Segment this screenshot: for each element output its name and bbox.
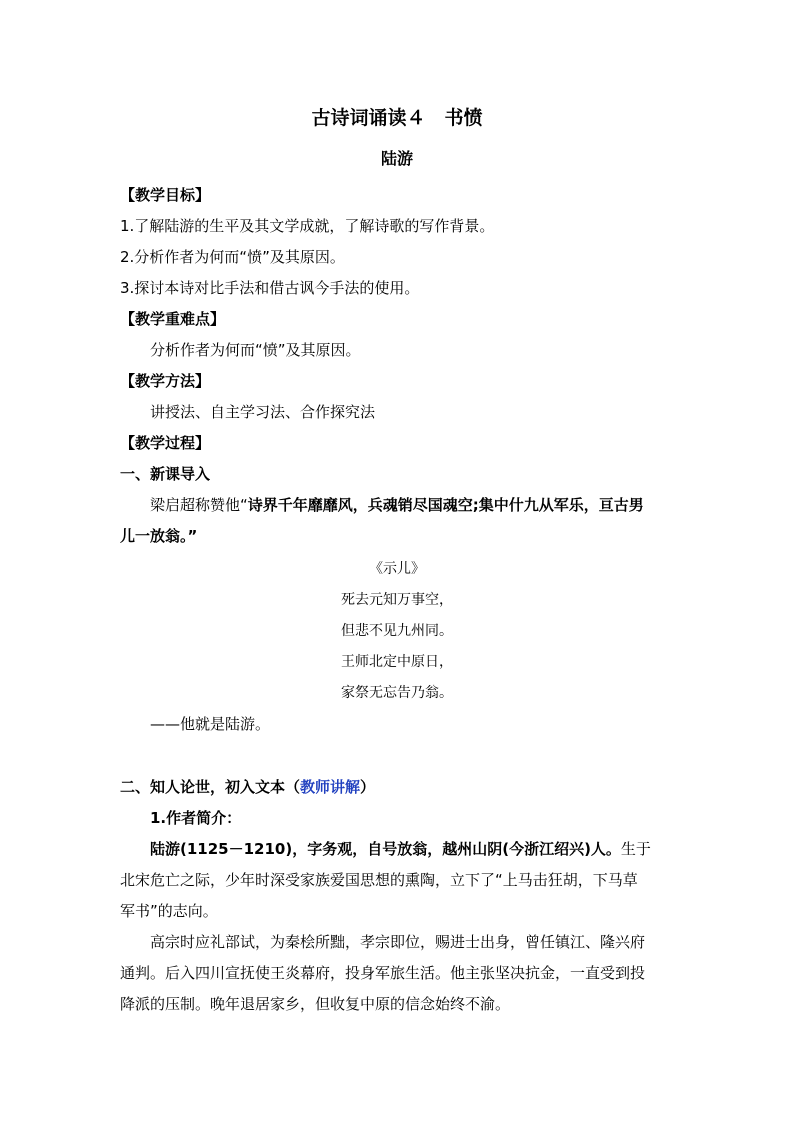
author-paragraph-2-line: 高宗时应礼部试，为秦桧所黜，孝宗即位，赐进士出身，曾任镇江、隆兴府 [150,933,646,951]
intro-quote: 诗界千年靡靡风，兵魂销尽国魂空;集中什九从军乐，亘古男 [247,496,644,514]
author-intro-heading: 1.作者简介： [150,809,242,827]
poem-line: 王师北定中原日， [341,654,453,670]
intro-closing: ——他就是陆游。 [150,715,271,733]
key-points-heading: 【教学重难点】 [120,310,226,328]
methods-text: 讲授法、自主学习法、合作探究法 [150,403,376,421]
part2-heading-close: ） [360,778,376,796]
intro-paragraph [150,495,644,515]
objectives-heading: 【教学目标】 [120,186,211,204]
author-paragraph-1-line: 北宋危亡之际，少年时深受家族爱国思想的熏陶，立下了“上马击狂胡，下马草 [120,871,638,889]
author-name: 陆游 [380,149,413,168]
part2-heading-main: 二、知人论世，初入文本（ [120,778,301,796]
objective-item: 2.分析作者为何而“愤”及其原因。 [120,248,345,266]
objective-item: 3.探讨本诗对比手法和借古讽今手法的使用。 [120,279,420,297]
objective-item: 1.了解陆游的生平及其文学成就，了解诗歌的写作背景。 [120,217,495,235]
part1-heading: 一、新课导入 [120,465,211,483]
poem-line: 死去元知万事空， [341,592,453,608]
author-paragraph-1-rest: 生于 [620,840,651,858]
author-paragraph-2-line: 通判。后入四川宣抚使王炎幕府，投身军旅生活。他主张坚决抗金，一直受到投 [120,964,646,982]
page-title: 古诗词诵读４ 书愤 [311,107,483,129]
intro-quote-continued: 儿一放翁。” [120,527,198,545]
poem-line: 家祭无忘告乃翁。 [341,685,453,701]
part2-heading-note: 教师讲解 [300,778,361,796]
process-heading: 【教学过程】 [120,434,211,452]
methods-heading: 【教学方法】 [120,372,211,390]
author-paragraph-1 [150,839,651,859]
poem-line: 但悲不见九州同。 [341,623,453,639]
part2-heading [120,777,375,797]
intro-lead: 梁启超称赞他“ [150,496,248,514]
poem-title: 《示儿》 [369,561,425,577]
author-paragraph-1-bold: 陆游(1125－1210)，字务观，自号放翁，越州山阴(今浙江绍兴)人。 [150,840,621,858]
author-paragraph-1-line: 军书”的志向。 [120,902,218,920]
key-points-text: 分析作者为何而“愤”及其原因。 [150,341,361,359]
author-paragraph-2-line: 降派的压制。晚年退居家乡，但收复中原的信念始终不渝。 [120,995,511,1013]
